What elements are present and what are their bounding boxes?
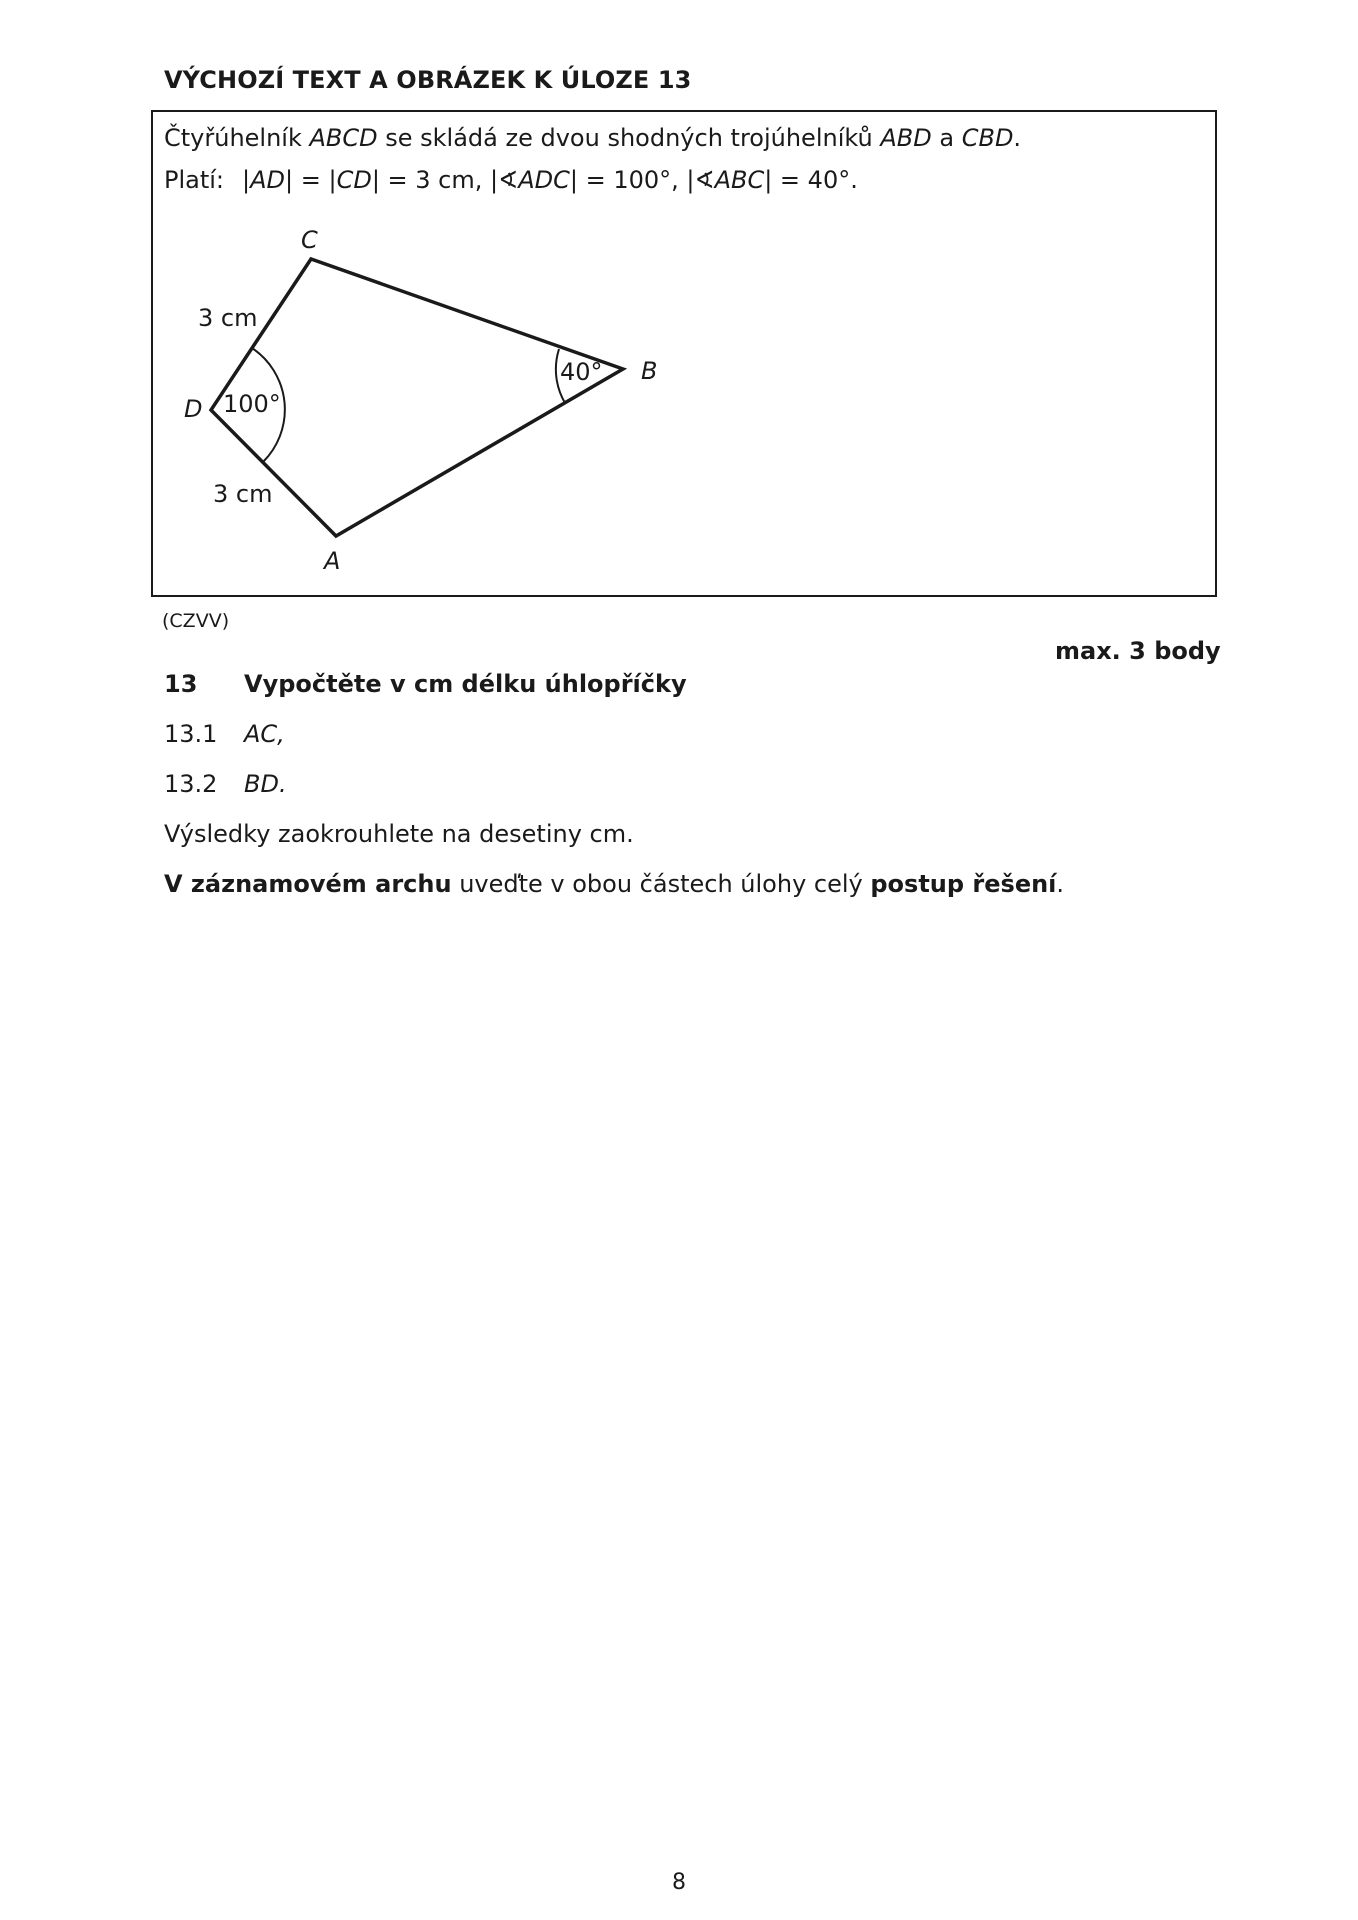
angle-d-label: 100° [223,390,281,418]
instruction-text: . [1056,870,1065,898]
vertex-c-label: C [301,226,318,254]
vertex-d-label: D [184,395,203,423]
quadrilateral-figure [153,112,1215,595]
task-title: Vypočtěte v cm délku úhlopříčky [244,670,687,698]
side-cd-length-label: 3 cm [198,304,258,332]
task-intro-box [151,110,1217,597]
side-ad-length-label: 3 cm [213,480,273,508]
given-text: | [242,166,251,194]
instruction-bold: V záznamovém archu [164,870,452,898]
segment-name: AD [250,166,286,194]
section-heading: VÝCHOZÍ TEXT A OBRÁZEK K ÚLOZE 13 [164,66,692,94]
triangle-name: CBD [961,124,1014,152]
instruction-bold: postup řešení [870,870,1057,898]
triangle-name: ABD [880,124,932,152]
intro-text: . [1013,124,1022,152]
quad-name: ABCD [309,124,378,152]
task-number: 13 [164,670,198,698]
angle-name: ABC [714,166,765,194]
subtask-number: 13.2 [164,770,218,798]
page-number: 8 [672,1870,686,1895]
given-text: | = 100°, |∢ [569,166,715,194]
segment-name: CD [336,166,372,194]
given-label: Platí: [164,166,225,194]
given-text: | = 40°. [764,166,858,194]
rounding-note: Výsledky zaokrouhlete na desetiny cm. [164,820,634,848]
angle-b-label: 40° [560,358,603,386]
intro-text: Čtyřúhelník [164,124,310,152]
subtask-number: 13.1 [164,720,218,748]
subtask-text: BD. [244,770,287,798]
source-note: (CZVV) [162,610,230,632]
vertex-b-label: B [641,357,658,385]
max-points: max. 3 body [1055,637,1221,665]
instruction [164,870,1064,898]
intro-text: a [931,124,962,152]
angle-name: ADC [518,166,570,194]
instruction-text: uveďte v obou částech úlohy celý [451,870,871,898]
subtask-text: AC, [244,720,285,748]
intro-text: se skládá ze dvou shodných trojúhelníků [377,124,881,152]
vertex-a-label: A [324,547,341,575]
given-text: | = 3 cm, |∢ [371,166,519,194]
given-text: | = | [285,166,337,194]
